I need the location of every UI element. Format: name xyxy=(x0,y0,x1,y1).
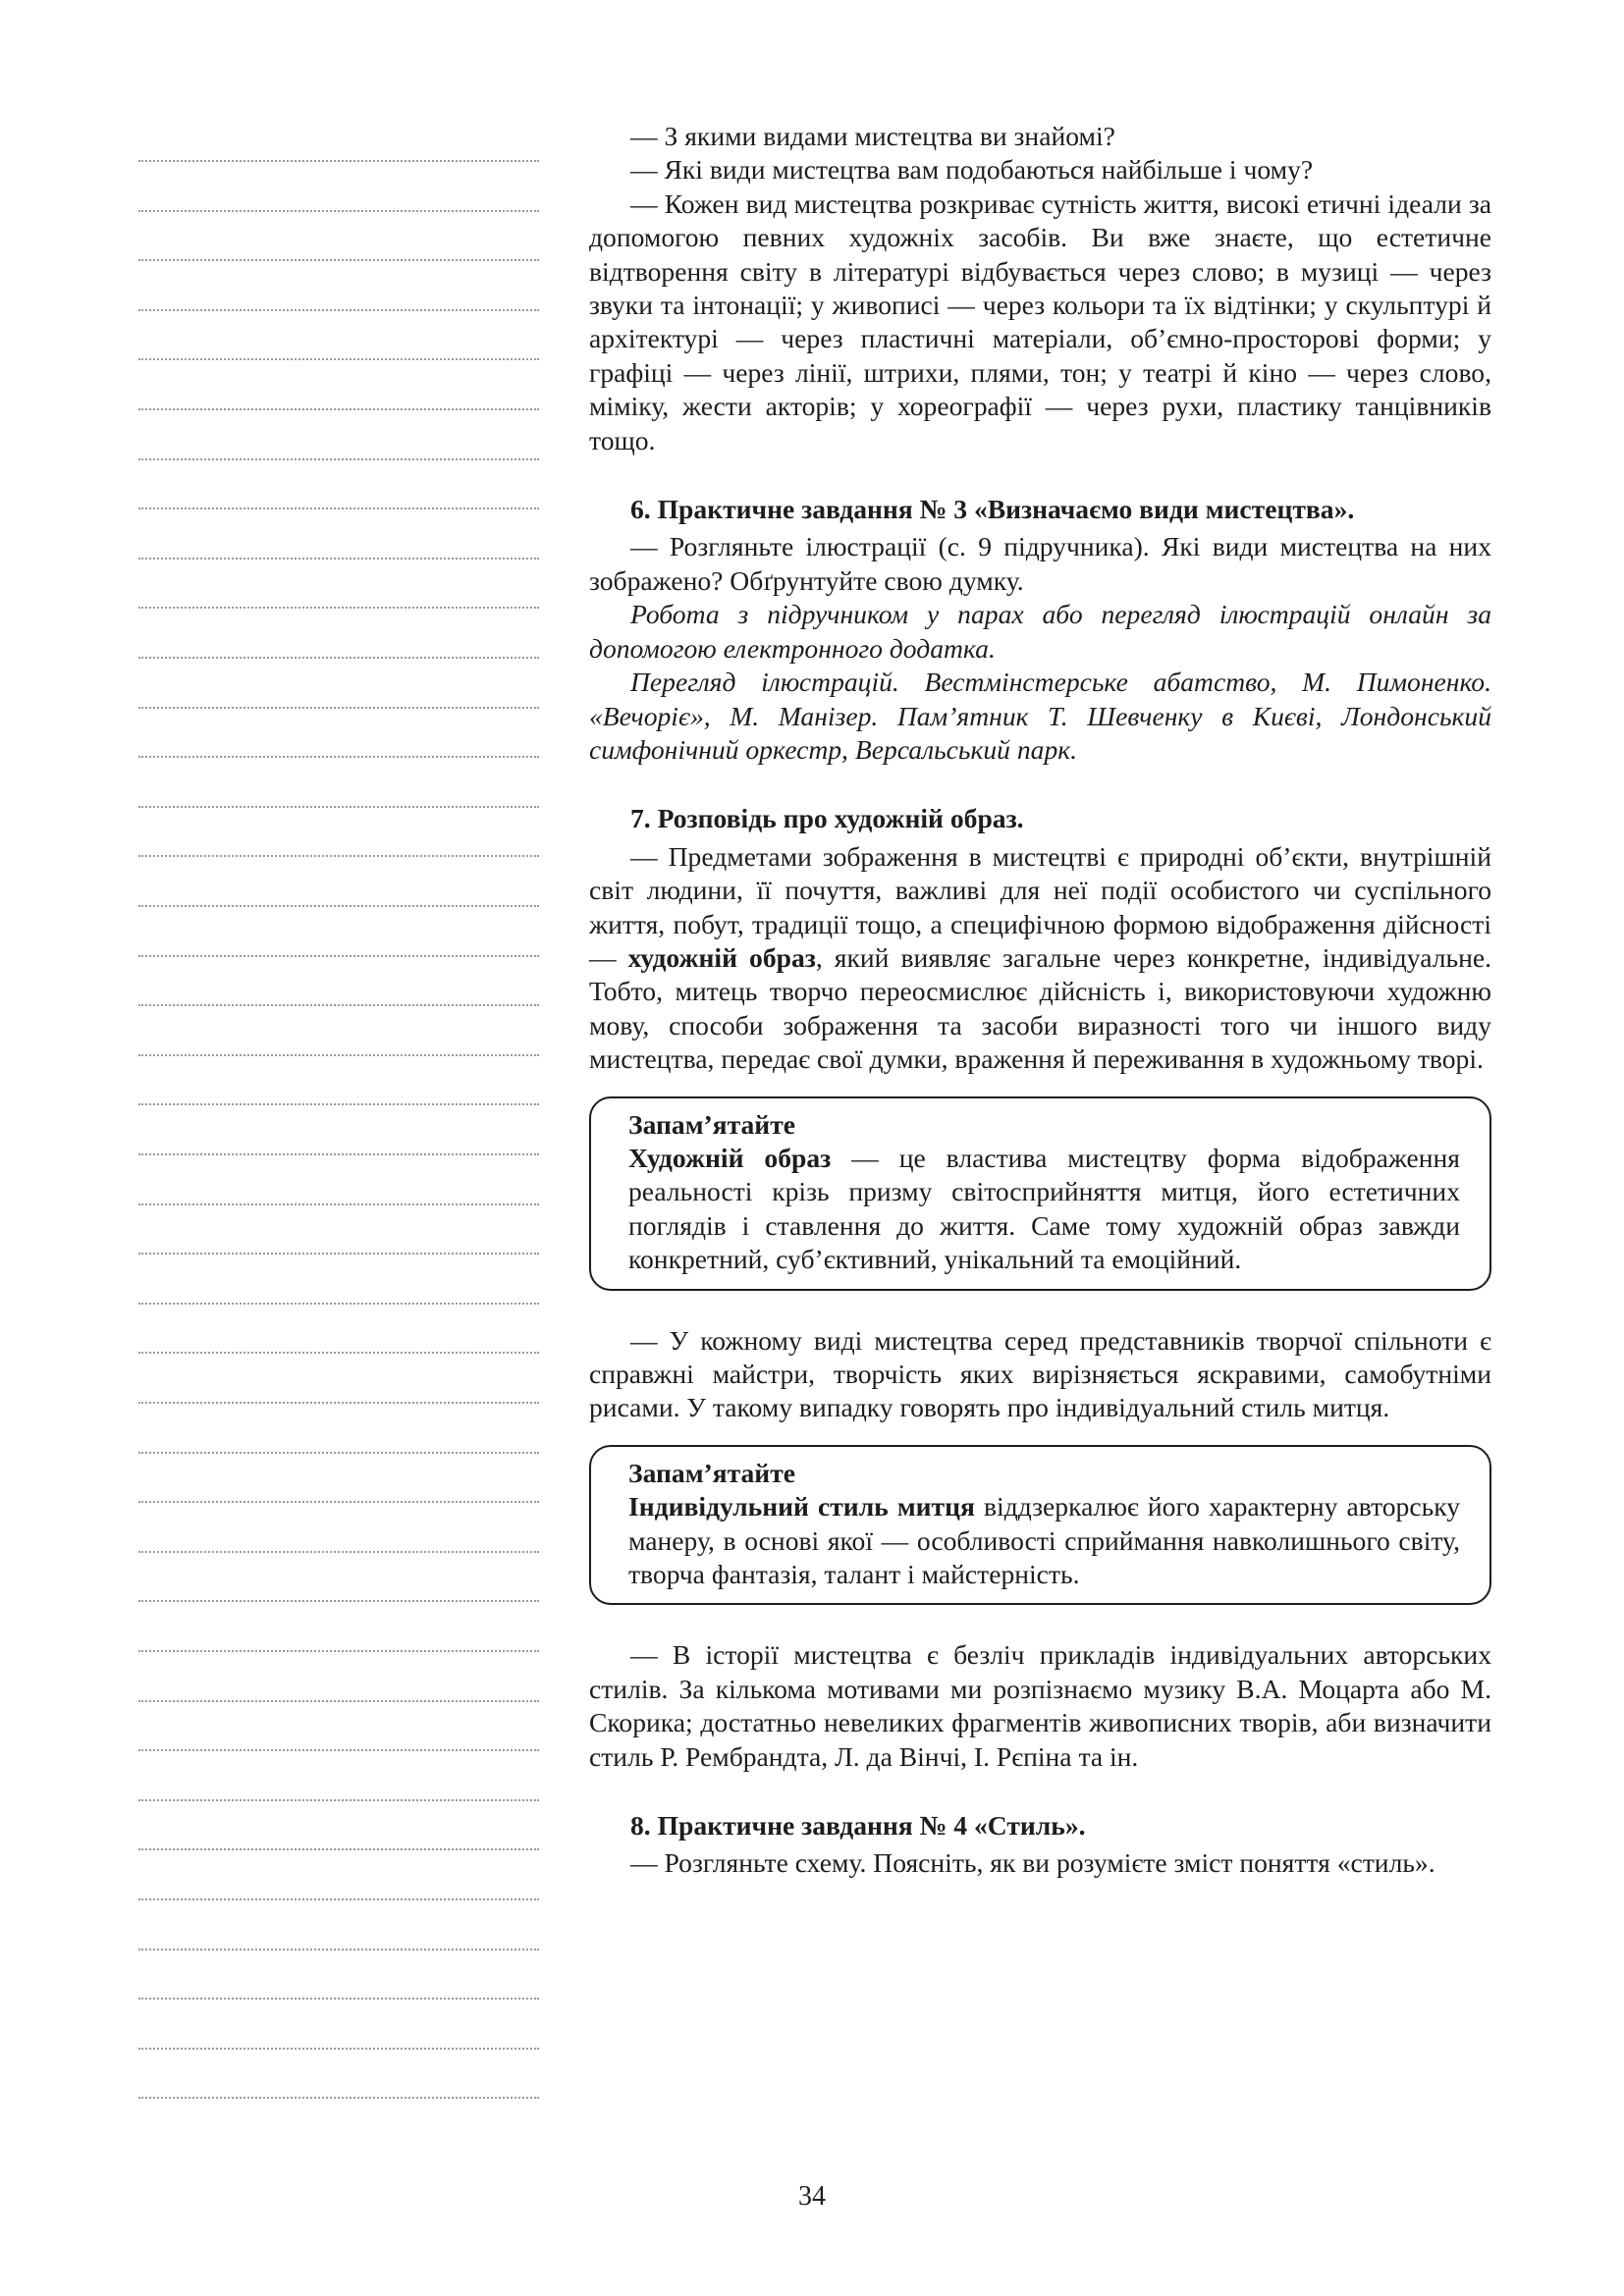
note-line xyxy=(138,1153,539,1155)
section-6-paragraph-3: Перегляд ілюстрацій. Вестмінстерське абатство, М. Пимоненко. «Вечоріє», М. Манізер. Пам’ятник Т. Шевченку в Києві, Лондонський симфонічний оркестр, Версальський парк. xyxy=(589,667,1491,765)
note-line xyxy=(138,358,539,360)
callout-1-term: Художній образ xyxy=(628,1142,832,1173)
main-text-column xyxy=(589,120,1491,1881)
note-line xyxy=(138,905,539,907)
note-line xyxy=(138,1203,539,1205)
section-8-paragraph-1: — Розгляньте схему. Поясніть, як ви розумієте зміст поняття «стиль». xyxy=(630,1847,1435,1879)
note-line xyxy=(138,1103,539,1105)
section-6-paragraph-2: Робота з підручником у парах або перегляд ілюстрацій онлайн за допомогою електронного додатка. xyxy=(589,599,1491,664)
note-line xyxy=(138,657,539,659)
note-line xyxy=(138,1303,539,1305)
section-6-heading: 6. Практичне завдання № 3 «Визначаємо види мистецтва». xyxy=(630,494,1355,525)
note-line xyxy=(138,1402,539,1404)
section-7-paragraph-1 xyxy=(589,840,1491,1077)
p1-before: — Предметами зображення в мистецтві є природні об’єкти, внутрішній світ людини, її почуття, важливі для неї події особистого чи суспільного життя, побут, традиції тощо, а специфічною формою відображення дійсності — xyxy=(589,840,1491,973)
note-line xyxy=(138,1898,539,1900)
callout-1-definition: — це властива мистецтву форма відображення реальності крізь призму світосприйняття митця, його естетичних поглядів і ставлення до життя. Саме тому художній образ завжди конкретний, суб’єктивний, унікальний та емоційний. xyxy=(628,1142,1461,1275)
callout-1-text xyxy=(628,1142,1460,1277)
note-line xyxy=(138,309,539,311)
callout-2-text xyxy=(628,1490,1460,1591)
note-line xyxy=(138,408,539,410)
callout-1-title: Запам’ятайте xyxy=(628,1108,795,1140)
note-line xyxy=(138,1054,539,1056)
note-line xyxy=(138,806,539,808)
p1-bold-term: художній образ xyxy=(627,941,816,973)
note-line xyxy=(138,1501,539,1503)
note-line xyxy=(138,955,539,957)
note-line xyxy=(138,707,539,709)
note-line xyxy=(138,1799,539,1801)
p1-after: , який виявляє загальне через конкретне, індивідуальне. Тобто, митець творчо переосмислює дійсність і, використовуючи художню мову, способи зображення та засоби виразності того чи іншого виду мистецтва, передає свої думки, враження й переживання в художньому творі. xyxy=(589,941,1491,1075)
callout-individual-style xyxy=(589,1445,1491,1606)
note-line xyxy=(138,1004,539,1006)
section-6-paragraph-1: — Розгляньте ілюстрації (с. 9 підручника). Які види мистецтва на них зображено? Обґрунтуйте свою думку. xyxy=(589,531,1491,596)
note-line xyxy=(138,160,539,162)
section-7-paragraph-3: — В історії мистецтва є безліч прикладів індивідуальних авторських стилів. За кількома мотивами ми розпізнаємо музику В.А. Моцарта або М. Скорика; достатньо невеликих фрагментів живописних творів, аби визначити стиль Р. Рембрандта, Л. да Вінчі, І. Рєпіна та ін. xyxy=(589,1639,1491,1772)
note-line xyxy=(138,1749,539,1751)
note-line xyxy=(138,1352,539,1354)
callout-2-definition: віддзеркалює його характерну авторську манеру, в основі якої — особливості сприймання навколишнього світу, творча фантазія, талант і майстерність. xyxy=(628,1491,1460,1590)
note-line xyxy=(138,1998,539,2000)
question-2: — Які види мистецтва вам подобаються найбільше і чому? xyxy=(630,154,1314,186)
note-line xyxy=(138,1600,539,1602)
question-1: — З якими видами мистецтва ви знайомі? xyxy=(630,121,1115,151)
callout-2-term: Індивідульний стиль митця xyxy=(628,1491,975,1522)
note-line xyxy=(138,1949,539,1950)
note-line xyxy=(138,558,539,560)
note-line xyxy=(138,210,539,212)
section-7-heading: 7. Розповідь про художній образ. xyxy=(630,803,1024,834)
note-line xyxy=(138,1650,539,1652)
section-7-paragraph-2: — У кожному виді мистецтва серед представників творчої спільноти є справжні майстри, творчість яких вирізняється яскравими, самобутніми рисами. У такому випадку говорять про індивідуальний стиль митця. xyxy=(589,1324,1491,1423)
intro-paragraph: — Кожен вид мистецтва розкриває сутність життя, високі етичні ідеали за допомогою певних художніх засобів. Ви вже знаєте, що естетичне відтворення світу в літературі відбувається через слово; в музиці — через звуки та інтонації; у живописі — через кольори та їх відтінки; у скульптурі й архітектурі — через пластичні матеріали, об’ємно-просторові форми; у графіці — через лінії, штрихи, плями, тон; у театрі й кіно — через слово, міміку, жести акторів; у хореографії — через рухи, пластику танцівників тощо. xyxy=(589,187,1491,455)
note-line xyxy=(138,2048,539,2050)
note-line xyxy=(138,855,539,857)
note-line xyxy=(138,1452,539,1454)
note-line xyxy=(138,259,539,261)
note-line xyxy=(138,2097,539,2099)
note-line xyxy=(138,1700,539,1702)
callout-artistic-image xyxy=(589,1096,1491,1291)
note-line xyxy=(138,607,539,609)
note-line xyxy=(138,756,539,758)
page-number: 34 xyxy=(798,2181,826,2212)
note-line xyxy=(138,1253,539,1255)
note-line xyxy=(138,458,539,460)
note-line xyxy=(138,1551,539,1553)
note-line xyxy=(138,507,539,509)
section-8-heading: 8. Практичне завдання № 4 «Стиль». xyxy=(630,1810,1086,1842)
note-lines xyxy=(138,0,539,2296)
callout-2-title: Запам’ятайте xyxy=(628,1457,795,1488)
note-line xyxy=(138,1848,539,1850)
